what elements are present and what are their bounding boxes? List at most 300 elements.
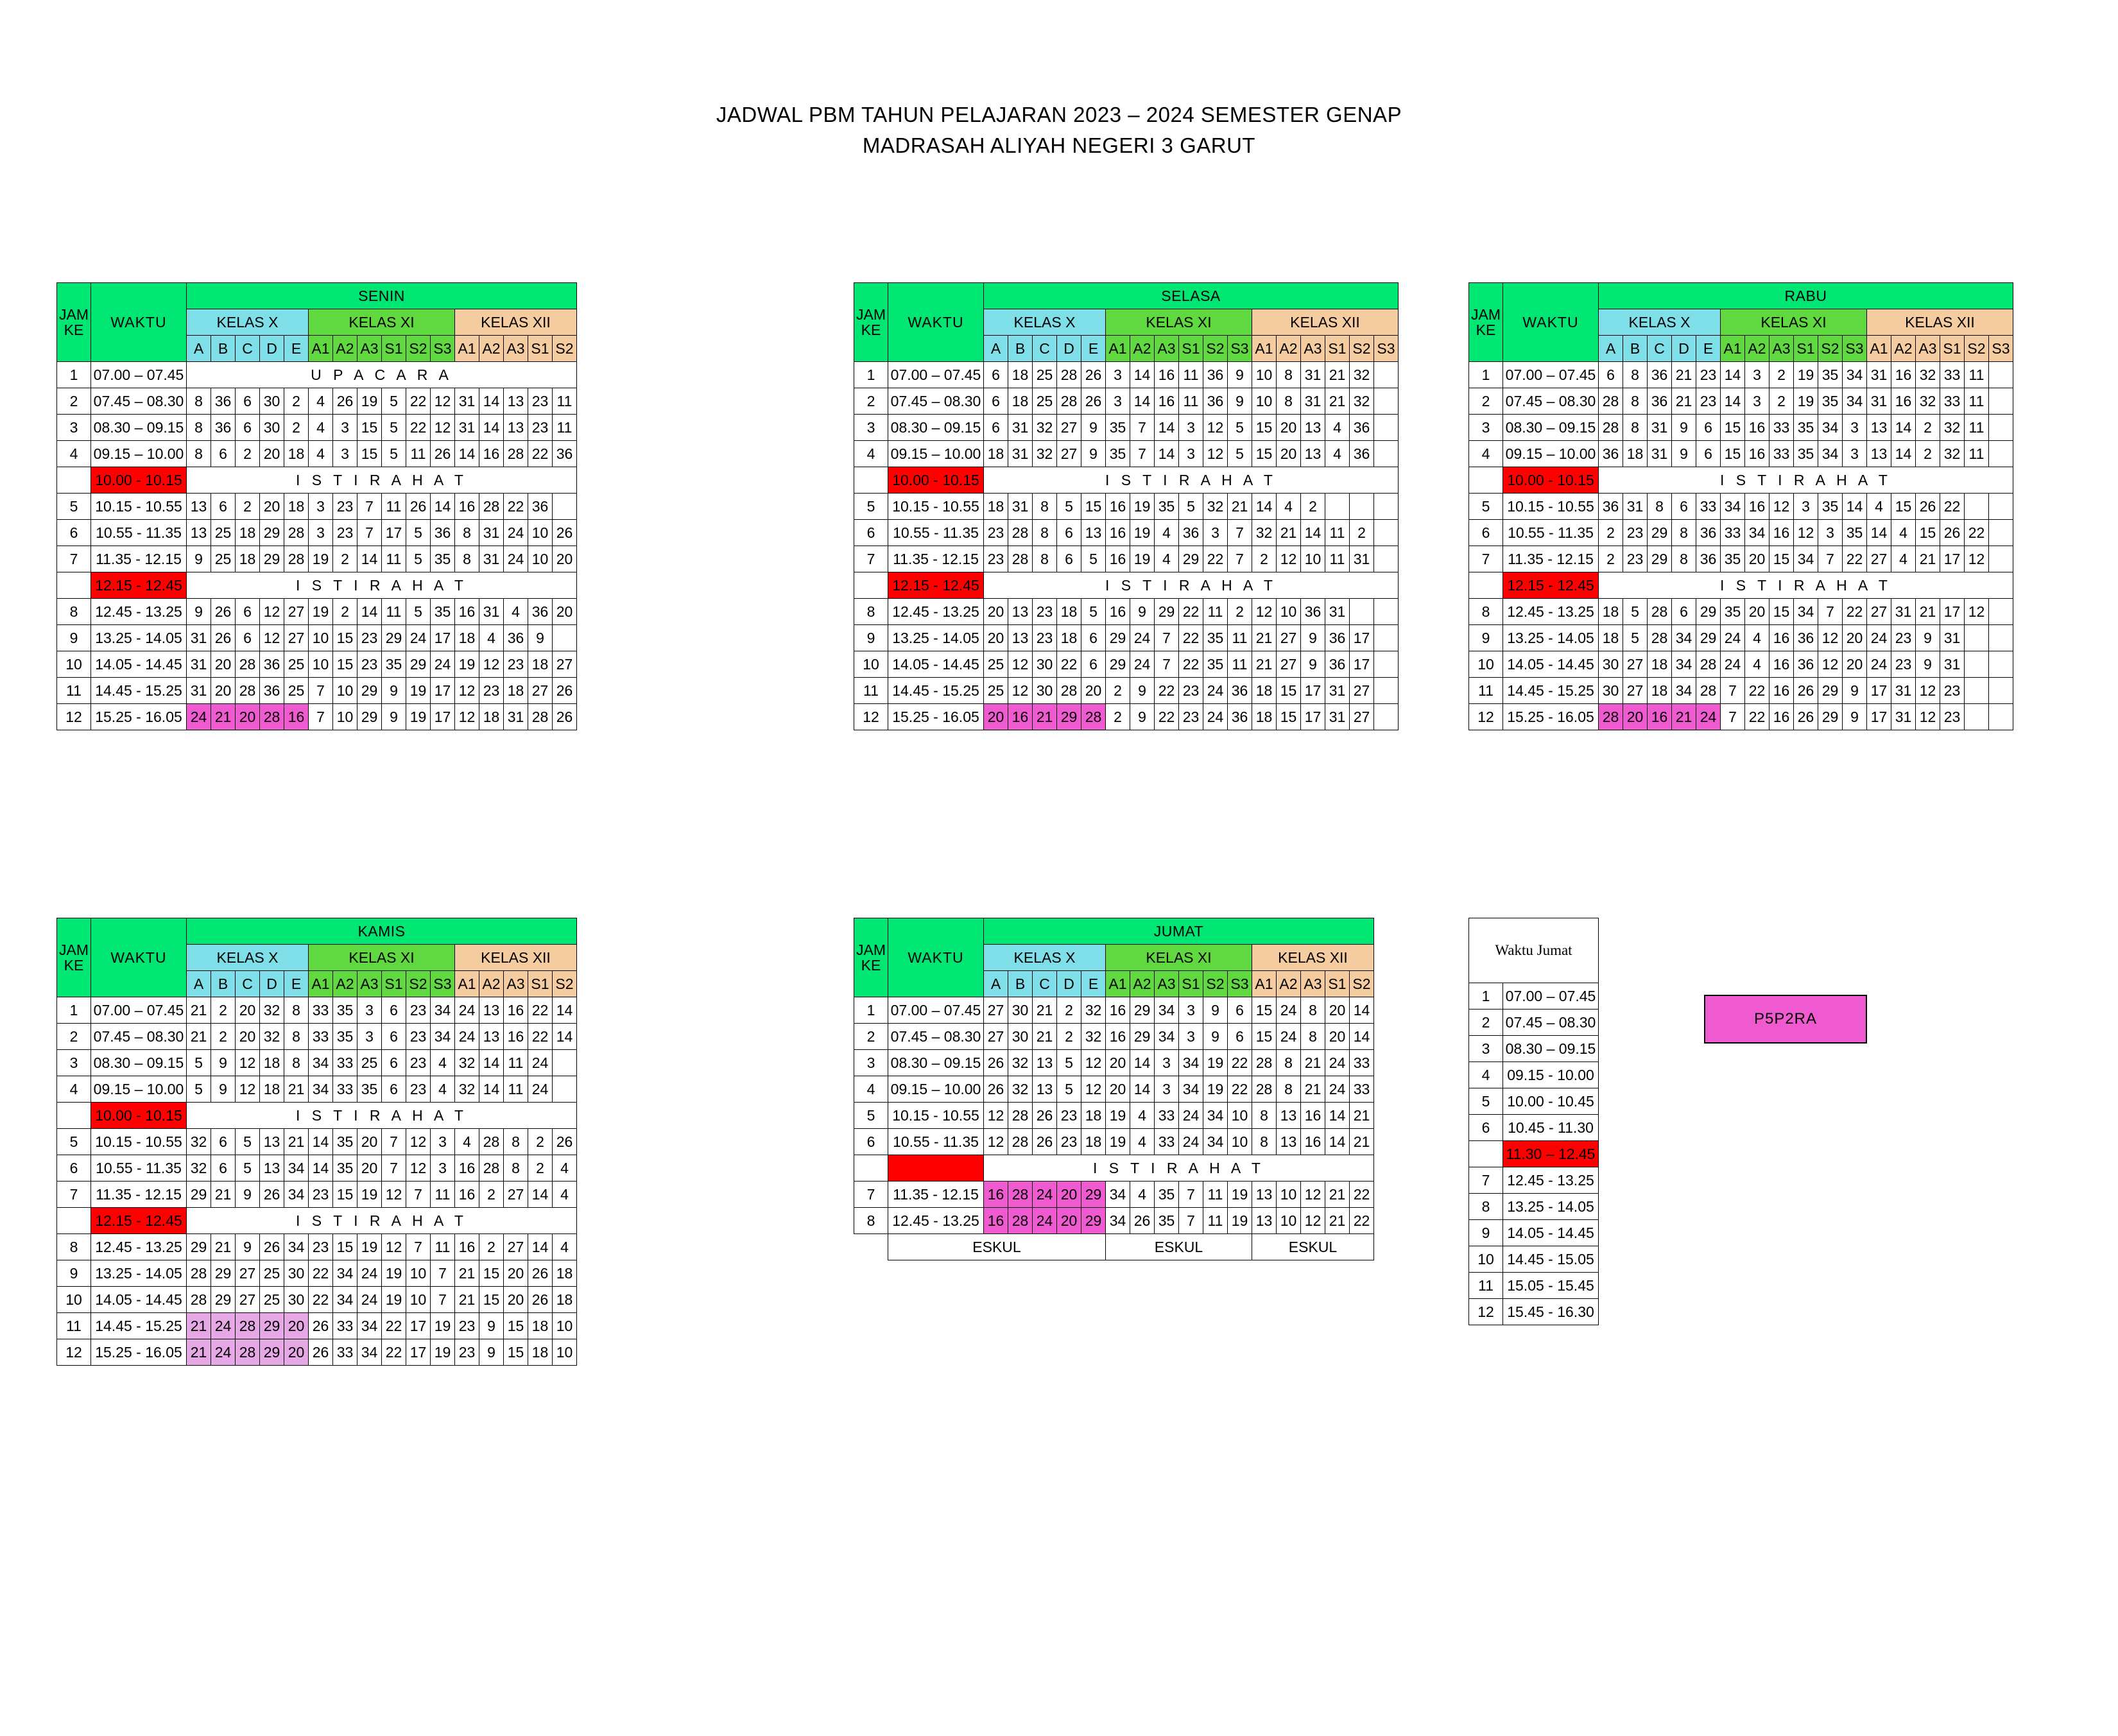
schedule-cell: 31 [1648,441,1672,467]
schedule-cell: 33 [1940,388,1965,415]
schedule-cell: 28 [1599,388,1623,415]
schedule-cell: 33 [333,1050,357,1076]
schedule-cell: 23 [333,520,357,546]
schedule-cell: 18 [284,494,309,520]
period-time: 07.45 – 08.30 [91,388,187,415]
schedule-cell: 2 [333,599,357,625]
schedule-cell: 31 [187,651,211,678]
col-xii-A2: A2 [1891,336,1916,362]
schedule-cell: 19 [1228,1182,1252,1208]
schedule-cell: 26 [553,520,577,546]
schedule-cell: 9 [1916,625,1940,651]
schedule-cell: 16 [984,1208,1008,1234]
schedule-cell: 36 [1599,494,1623,520]
schedule-cell [1374,599,1399,625]
schedule-cell: 36 [211,388,236,415]
schedule-cell: 10 [1301,546,1325,572]
schedule-cell: 24 [431,651,455,678]
period-time: 13.25 - 14.05 [91,1260,187,1287]
period-time: 09.15 – 10.00 [91,441,187,467]
schedule-cell: 28 [1008,520,1033,546]
schedule-cell: 26 [1081,362,1106,388]
schedule-cell: 26 [211,599,236,625]
schedule-cell: 18 [455,625,479,651]
period-time: 07.00 – 07.45 [1503,362,1599,388]
col-xi-A1: A1 [309,971,333,997]
schedule-cell: 35 [333,1024,357,1050]
schedule-cell: 34 [1672,651,1696,678]
jumat-period-number: 4 [1469,1062,1503,1088]
schedule-cell: 7 [406,1182,431,1208]
schedule-cell: 26 [309,1313,333,1339]
day-table-selasa [854,282,1399,730]
schedule-cell: 28 [479,494,504,520]
schedule-cell: 27 [236,1260,260,1287]
period-time: 10.00 - 10.15 [91,467,187,494]
col-x-D: D [1672,336,1696,362]
schedule-cell: 15 [333,1234,357,1260]
schedule-cell: 11 [1228,651,1252,678]
schedule-cell: 8 [1033,494,1057,520]
table-row [57,678,577,704]
schedule-cell: 16 [1106,1024,1130,1050]
schedule-cell: 3 [1155,1076,1179,1103]
period-number: 6 [57,520,91,546]
schedule-cell: 2 [1301,494,1325,520]
period-number: 8 [854,599,888,625]
schedule-cell: 12 [1277,546,1301,572]
period-time: 09.15 – 10.00 [888,441,984,467]
schedule-cell: 21 [1325,1182,1350,1208]
schedule-cell: 5 [406,599,431,625]
schedule-cell: 17 [1350,625,1374,651]
schedule-cell: 12 [479,651,504,678]
schedule-cell: 23 [1696,362,1721,388]
period-number: 7 [57,546,91,572]
table-row [57,599,577,625]
period-number: 9 [57,1260,91,1287]
schedule-cell: 15 [1721,441,1745,467]
schedule-cell: 12 [1301,1182,1325,1208]
jumat-period-number: 10 [1469,1246,1503,1273]
table-row [57,1129,577,1155]
period-number [1469,467,1503,494]
period-time: 09.15 – 10.00 [1503,441,1599,467]
schedule-cell: 10 [528,546,553,572]
schedule-cell: 26 [1794,704,1818,730]
group-kelas-xii: KELAS XII [1252,945,1374,971]
schedule-cell: 16 [455,599,479,625]
eskul-blank-no [854,1234,888,1260]
waktu-header: WAKTU [91,918,187,997]
schedule-cell: 29 [211,1260,236,1287]
schedule-cell: 33 [1155,1103,1179,1129]
schedule-cell: 32 [260,997,284,1024]
schedule-cell: 29 [260,546,284,572]
period-number: 10 [57,651,91,678]
schedule-cell: 35 [333,1129,357,1155]
p5p2ra-badge: P5P2RA [1704,995,1867,1044]
schedule-cell: 13 [504,388,528,415]
col-xii-A3: A3 [1916,336,1940,362]
schedule-cell: 13 [1033,1050,1057,1076]
schedule-cell: 34 [1843,388,1867,415]
schedule-cell: 5 [1057,1050,1081,1076]
schedule-cell: 8 [187,441,211,467]
schedule-cell: 11 [1179,388,1203,415]
schedule-cell [553,1050,577,1076]
schedule-cell: 17 [431,704,455,730]
schedule-cell: 5 [187,1076,211,1103]
schedule-cell: 9 [1203,997,1228,1024]
schedule-cell: 26 [984,1050,1008,1076]
table-row [57,1339,577,1366]
schedule-cell: 30 [1599,678,1623,704]
group-kelas-xi: KELAS XI [1721,309,1867,336]
schedule-cell: 36 [504,625,528,651]
period-number: 1 [57,997,91,1024]
schedule-cell: 31 [1891,599,1916,625]
waktu-header: WAKTU [91,283,187,362]
schedule-cell: 20 [260,494,284,520]
schedule-cell: 13 [187,520,211,546]
jumat-period-number: 1 [1469,983,1503,1010]
schedule-cell: 8 [1623,415,1648,441]
period-time: 11.35 - 12.15 [888,546,984,572]
schedule-cell: 20 [1081,678,1106,704]
period-time: 10.15 - 10.55 [1503,494,1599,520]
schedule-cell: 14 [1130,362,1155,388]
schedule-cell: 21 [1033,1024,1057,1050]
schedule-cell: 26 [1916,494,1940,520]
period-number [57,1208,91,1234]
period-time: 08.30 – 09.15 [888,1050,984,1076]
schedule-cell: 22 [1843,599,1867,625]
schedule-cell: 28 [1599,415,1623,441]
schedule-cell: 11 [382,599,406,625]
schedule-cell: 32 [1081,997,1106,1024]
schedule-cell: 3 [431,1155,455,1182]
schedule-cell: 26 [309,1339,333,1366]
period-time: 11.35 - 12.15 [91,1182,187,1208]
schedule-cell [1350,599,1374,625]
schedule-cell: 3 [333,441,357,467]
schedule-cell: 22 [1228,1076,1252,1103]
schedule-cell: 36 [431,520,455,546]
schedule-cell: 26 [1033,1129,1057,1155]
schedule-cell: 22 [382,1313,406,1339]
day-table-jumat [854,918,1374,1260]
schedule-cell: 14 [1721,388,1745,415]
schedule-cell: 36 [260,651,284,678]
schedule-cell: 28 [479,1155,504,1182]
schedule-cell: 21 [1325,1208,1350,1234]
period-number: 1 [1469,362,1503,388]
group-kelas-xii: KELAS XII [455,309,577,336]
schedule-cell: 20 [236,997,260,1024]
schedule-cell: 5 [236,1129,260,1155]
schedule-cell: 11 [431,1234,455,1260]
schedule-cell [1374,651,1399,678]
schedule-cell: 9 [1203,1024,1228,1050]
schedule-cell: 10 [1277,1208,1301,1234]
schedule-cell: 20 [1106,1076,1130,1103]
schedule-cell: 36 [1301,599,1325,625]
schedule-cell: 7 [1130,441,1155,467]
schedule-cell: 10 [406,1260,431,1287]
schedule-cell: 12 [1081,1076,1106,1103]
schedule-cell: 29 [260,1339,284,1366]
table-row [1469,651,2013,678]
schedule-cell: 18 [236,520,260,546]
schedule-cell: 36 [1696,520,1721,546]
schedule-cell [1374,625,1399,651]
schedule-cell: 27 [528,678,553,704]
col-xii-S1: S1 [528,971,553,997]
schedule-cell: 31 [1940,651,1965,678]
schedule-cell: 36 [528,494,553,520]
jumat-period-number: 7 [1469,1167,1503,1194]
schedule-cell: 13 [1008,599,1033,625]
schedule-cell: 11 [553,415,577,441]
schedule-cell: 35 [1155,494,1179,520]
schedule-cell: 2 [333,546,357,572]
schedule-cell: 4 [1745,625,1769,651]
schedule-cell: 4 [553,1182,577,1208]
period-time: 07.45 – 08.30 [888,1024,984,1050]
period-time: 10.00 - 10.15 [1503,467,1599,494]
col-xii-S1: S1 [1940,336,1965,362]
schedule-cell: 19 [431,1339,455,1366]
col-x-B: B [1008,971,1033,997]
schedule-cell: 10 [1252,388,1277,415]
schedule-cell: 9 [1081,441,1106,467]
schedule-cell: 12 [1965,599,1989,625]
schedule-cell: 2 [1599,520,1623,546]
schedule-cell: 3 [1843,441,1867,467]
schedule-cell: 13 [260,1129,284,1155]
col-xii-S3: S3 [1989,336,2013,362]
schedule-cell [1989,494,2013,520]
schedule-cell: 29 [1106,625,1130,651]
schedule-cell: 2 [528,1155,553,1182]
table-row [57,625,577,651]
schedule-cell: 35 [1794,441,1818,467]
period-number: 10 [1469,651,1503,678]
schedule-cell: 30 [260,388,284,415]
period-number: 10 [854,651,888,678]
schedule-cell: 15 [357,415,382,441]
schedule-cell: 3 [1818,520,1843,546]
col-x-E: E [1081,971,1106,997]
schedule-cell: 31 [1301,362,1325,388]
schedule-cell: 9 [211,1076,236,1103]
schedule-cell: 34 [1155,997,1179,1024]
schedule-cell: 35 [333,997,357,1024]
schedule-cell: 19 [1130,546,1155,572]
schedule-cell: 27 [1057,441,1081,467]
schedule-cell: 33 [333,1313,357,1339]
schedule-cell: 8 [504,1129,528,1155]
schedule-cell: 21 [1252,625,1277,651]
schedule-cell: 21 [187,1339,211,1366]
period-number [854,572,888,599]
schedule-cell: 14 [357,599,382,625]
schedule-cell: 14 [1891,415,1916,441]
schedule-cell: 12 [431,388,455,415]
group-kelas-xii: KELAS XII [1252,309,1399,336]
schedule-cell: 21 [211,1182,236,1208]
schedule-cell: 24 [211,1339,236,1366]
schedule-cell: 20 [211,678,236,704]
schedule-cell: 34 [357,1313,382,1339]
schedule-cell: 13 [1033,1076,1057,1103]
period-time: 12.45 - 13.25 [888,599,984,625]
col-xi-S1: S1 [1179,336,1203,362]
schedule-cell [1989,546,2013,572]
schedule-cell [1374,441,1399,467]
period-number: 4 [854,441,888,467]
schedule-cell: 31 [1008,441,1033,467]
schedule-cell: 8 [455,520,479,546]
schedule-cell: 7 [1179,1182,1203,1208]
schedule-cell: 29 [1057,704,1081,730]
schedule-cell: 9 [1130,678,1155,704]
schedule-cell: 4 [1891,546,1916,572]
col-x-A: A [187,336,211,362]
schedule-cell: 20 [984,625,1008,651]
table-row [1469,678,2013,704]
col-x-D: D [260,336,284,362]
schedule-cell: 6 [1228,1024,1252,1050]
schedule-cell: 28 [236,1313,260,1339]
schedule-cell: 19 [309,599,333,625]
schedule-cell: 3 [309,520,333,546]
schedule-cell: 16 [1106,520,1130,546]
schedule-cell: 16 [1769,651,1794,678]
schedule-cell: 21 [455,1260,479,1287]
schedule-cell: 9 [187,599,211,625]
schedule-cell: 14 [1843,494,1867,520]
schedule-cell: 3 [1179,415,1203,441]
span-label: I S T I R A H A T [1599,572,2013,599]
schedule-cell: 14 [1325,1129,1350,1155]
period-number: 2 [854,1024,888,1050]
table-row [57,1234,577,1260]
schedule-cell: 20 [553,599,577,625]
schedule-cell: 12 [260,625,284,651]
schedule-cell: 23 [528,388,553,415]
day-name-kamis: KAMIS [187,918,577,945]
schedule-cell: 35 [1106,441,1130,467]
schedule-cell: 30 [284,1260,309,1287]
schedule-cell: 16 [1745,494,1769,520]
schedule-cell: 28 [1648,599,1672,625]
schedule-cell: 18 [984,441,1008,467]
schedule-cell: 21 [455,1287,479,1313]
schedule-cell: 7 [1155,625,1179,651]
schedule-cell: 26 [260,1182,284,1208]
schedule-cell: 10 [1252,362,1277,388]
schedule-cell: 4 [431,1076,455,1103]
schedule-cell: 24 [1033,1208,1057,1234]
schedule-cell: 14 [1721,362,1745,388]
schedule-cell: 36 [260,678,284,704]
period-time: 08.30 – 09.15 [91,1050,187,1076]
table-row [854,520,1399,546]
schedule-cell: 24 [1277,997,1301,1024]
schedule-cell: 6 [236,388,260,415]
schedule-cell: 31 [504,704,528,730]
period-number [854,1155,888,1182]
schedule-cell: 32 [260,1024,284,1050]
schedule-cell: 16 [455,1182,479,1208]
schedule-cell [1989,520,2013,546]
schedule-cell: 28 [1696,678,1721,704]
schedule-cell: 12 [1769,494,1794,520]
period-time: 09.15 – 10.00 [91,1076,187,1103]
schedule-cell: 9 [1130,599,1155,625]
schedule-cell: 15 [1891,494,1916,520]
schedule-cell: 19 [1794,362,1818,388]
schedule-cell: 28 [1252,1050,1277,1076]
schedule-cell: 31 [1891,678,1916,704]
schedule-cell: 20 [357,1129,382,1155]
col-xi-S3: S3 [431,971,455,997]
schedule-cell: 5 [187,1050,211,1076]
table-row [57,651,577,678]
jumat-time-row [1469,1273,1599,1299]
period-number: 3 [854,415,888,441]
schedule-cell: 15 [1277,678,1301,704]
schedule-cell: 2 [236,441,260,467]
schedule-cell: 22 [528,1024,553,1050]
schedule-cell: 7 [1818,599,1843,625]
schedule-cell: 24 [357,1287,382,1313]
schedule-cell: 12 [1008,651,1033,678]
schedule-cell: 21 [1277,520,1301,546]
schedule-cell: 12 [260,599,284,625]
schedule-cell: 24 [1867,625,1891,651]
schedule-cell: 23 [1057,1103,1081,1129]
period-number: 2 [854,388,888,415]
col-xi-A2: A2 [333,336,357,362]
schedule-cell: 36 [1179,520,1203,546]
schedule-cell: 14 [1252,494,1277,520]
schedule-cell: 8 [284,1024,309,1050]
schedule-cell: 11 [1203,1182,1228,1208]
schedule-cell: 21 [284,1076,309,1103]
jumat-period-number: 12 [1469,1299,1503,1325]
period-time: 15.25 - 16.05 [91,1339,187,1366]
schedule-cell: 8 [1672,520,1696,546]
schedule-cell: 4 [309,415,333,441]
schedule-cell [1989,441,2013,467]
jumat-time-row [1469,1194,1599,1220]
col-x-E: E [1696,336,1721,362]
schedule-cell: 35 [1721,546,1745,572]
table-row [57,1050,577,1076]
schedule-cell: 7 [382,1129,406,1155]
period-time: 08.30 – 09.15 [91,415,187,441]
jumat-period-time: 12.45 - 13.25 [1503,1167,1599,1194]
schedule-cell: 20 [984,704,1008,730]
schedule-cell: 34 [1818,415,1843,441]
schedule-cell: 22 [1155,704,1179,730]
table-row [854,415,1399,441]
col-xii-S1: S1 [1325,971,1350,997]
table-row [1469,520,2013,546]
